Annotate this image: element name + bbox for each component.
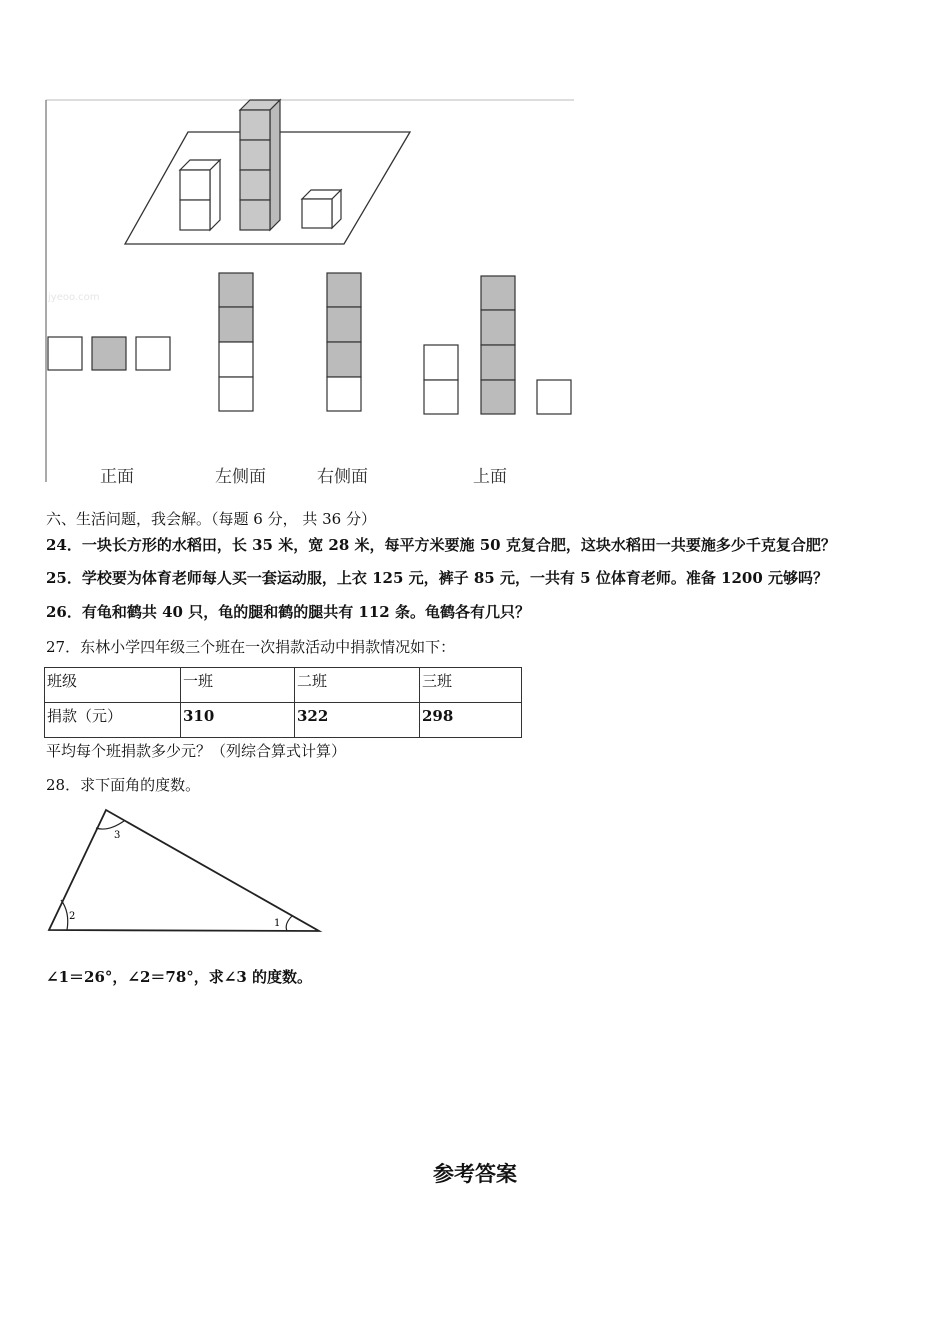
question-28-intro: 28．求下面角的度数。 xyxy=(46,776,201,794)
right-side-view xyxy=(327,273,361,411)
table-cell: 322 xyxy=(295,703,420,738)
table-row xyxy=(45,703,522,738)
left-side-view xyxy=(219,273,253,411)
table-cell: 298 xyxy=(420,703,522,738)
top-view xyxy=(424,276,571,414)
question-25: 25．学校要为体育老师每人买一套运动服，上衣 125 元，裤子 85 元，一共有 5 位体育老师。准备 1200 元够吗？ xyxy=(46,569,829,587)
left-view-label: 左侧面 xyxy=(215,467,266,487)
watermark: jyeoo.com xyxy=(48,292,100,303)
cube-stack-four xyxy=(240,100,280,230)
cube-stack-two xyxy=(180,160,220,230)
angle-1-label: 1 xyxy=(274,918,281,929)
top-view-label: 上面 xyxy=(473,467,507,487)
cube-views-figure xyxy=(44,98,576,486)
question-26: 26．有龟和鹤共 40 只，龟的腿和鹤的腿共有 112 条。龟鹤各有几只？ xyxy=(46,603,530,621)
section-heading: 六、生活问题，我会解。（每题 6 分， 共 36 分） xyxy=(46,510,376,528)
answer-title: 参考答案 xyxy=(433,1162,517,1186)
table-cell: 捐款（元） xyxy=(45,703,181,738)
question-24: 24．一块长方形的水稻田，长 35 米，宽 28 米，每平方米要施 50 克复合肥，这块水稻田一共要施多少千克复合肥？ xyxy=(46,536,836,554)
table-cell: 310 xyxy=(181,703,295,738)
triangle-figure xyxy=(44,804,326,938)
right-view-label: 右侧面 xyxy=(317,467,368,487)
table-cell: 班级 xyxy=(45,668,181,703)
table-cell: 一班 xyxy=(181,668,295,703)
question-28-question: ∠1＝26°，∠2＝78°，求∠3 的度数。 xyxy=(46,968,312,986)
table-header-row xyxy=(45,668,522,703)
donation-table xyxy=(44,667,522,738)
table-cell: 三班 xyxy=(420,668,522,703)
front-view-label: 正面 xyxy=(100,467,134,487)
cube-single xyxy=(302,190,341,228)
front-view xyxy=(48,337,170,370)
angle-2-label: 2 xyxy=(69,911,76,922)
question-27-intro: 27．东林小学四年级三个班在一次捐款活动中捐款情况如下： xyxy=(46,638,456,656)
angle-3-label: 3 xyxy=(114,830,121,841)
question-27-question: 平均每个班捐款多少元？（列综合算式计算） xyxy=(46,742,347,760)
table-cell: 二班 xyxy=(295,668,420,703)
